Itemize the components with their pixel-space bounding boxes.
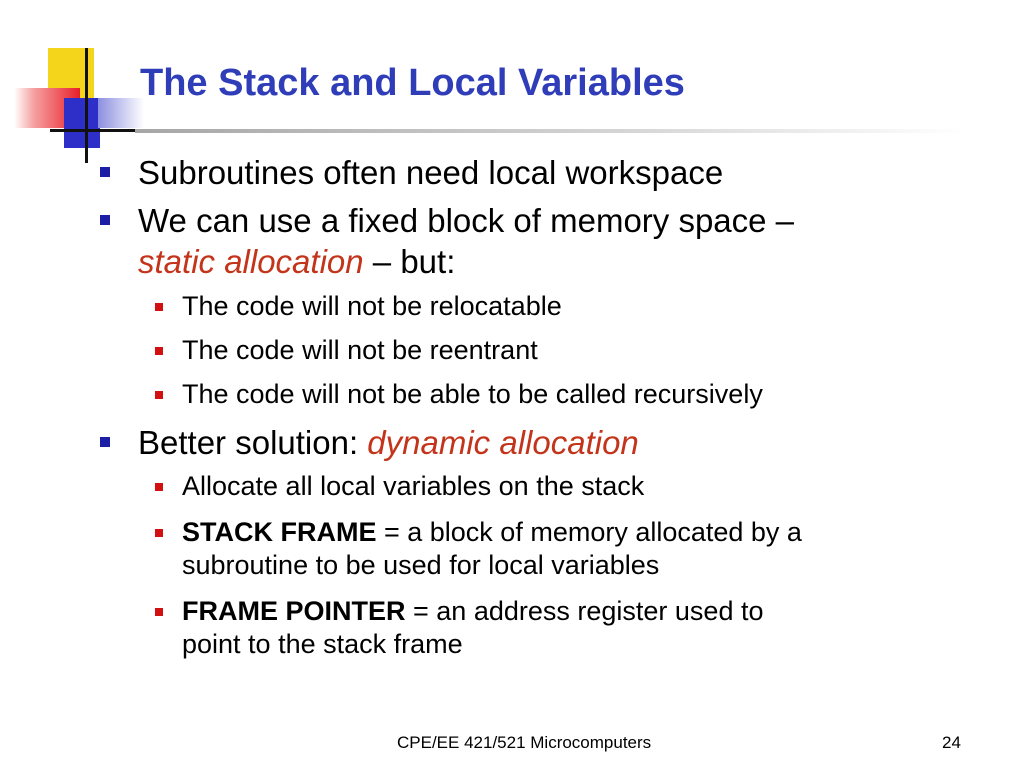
sub-bullet-text: The code will not be relocatable [182,291,562,321]
square-bullet-icon [100,437,110,447]
term-frame-pointer: FRAME POINTER [182,596,406,626]
sub-bullet-item [100,470,1000,503]
bullet-text: Better solution: [138,424,368,461]
logo-vertical-line [85,48,88,163]
emphasis-text: dynamic allocation [367,424,639,461]
bullet-item [100,200,1000,282]
sub-bullet-item [100,595,1000,661]
sub-bullet-text: point to the stack frame [182,629,463,659]
bullet-list [100,152,1000,661]
square-bullet-icon [155,303,163,311]
sub-bullet-text: subroutine to be used for local variables [182,550,660,580]
square-bullet-icon [155,391,163,399]
logo-horizontal-line [50,129,138,132]
emphasis-text: static allocation [138,243,364,280]
square-bullet-icon [155,529,163,537]
square-bullet-icon [155,608,163,616]
square-bullet-icon [155,347,163,355]
sub-bullet-text: The code will not be reentrant [182,335,538,365]
page-number: 24 [942,733,961,752]
bullet-item [100,422,1000,463]
sub-bullet-text: The code will not be able to be called recursively [182,379,763,409]
bullet-item [100,152,1000,193]
sub-bullet-item [100,290,1000,323]
sub-bullet-text: = an address register used to [405,596,764,626]
title-underline [135,129,965,133]
logo-blue-square [64,98,100,148]
sub-bullet-item [100,378,1000,411]
sub-bullet-item [100,516,1000,582]
square-bullet-icon [155,483,163,491]
sub-bullet-item [100,334,1000,367]
bullet-text: Subroutines often need local workspace [138,154,724,191]
sub-bullet-text: = a block of memory allocated by a [376,517,802,547]
footer-text: CPE/EE 421/521 Microcomputers [397,733,652,752]
bullet-text: We can use a fixed block of memory space – [138,202,795,239]
sub-bullet-text: Allocate all local variables on the stack [182,471,645,501]
logo-blue-fade [98,98,144,128]
term-stack-frame: STACK FRAME [182,517,377,547]
slide-title: The Stack and Local Variables [140,62,685,104]
square-bullet-icon [100,167,110,177]
bullet-text: – but: [363,243,456,280]
square-bullet-icon [100,215,110,225]
